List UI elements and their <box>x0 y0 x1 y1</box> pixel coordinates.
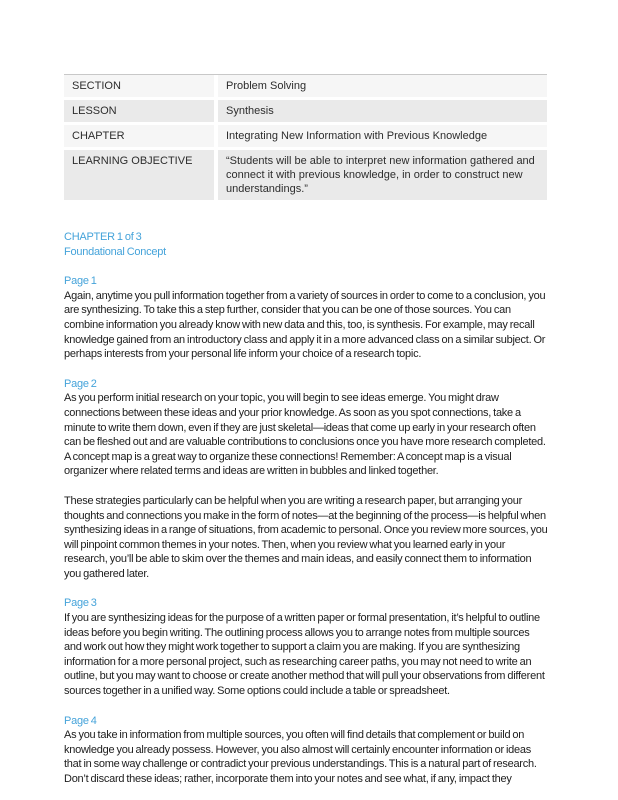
table-row <box>64 100 547 125</box>
page-heading: Page 3 <box>64 597 97 610</box>
chapter-heading-line2: Foundational Concept <box>64 245 166 258</box>
paragraph: These strategies particularly can be helpful when you are writing a research paper, but arranging your thoughts and connections you make in the form of notes—at the beginning of the process—is helpful when synthesizing ideas in a range of situations, from academic to personal. Once you review more sources, you will pinpoint common themes in your notes. Then, when you review what you learned early in your research, you’ll be able to skim over the themes and main ideas, and easily connect them to information you gathered later. <box>64 494 548 580</box>
table-row <box>64 125 547 150</box>
page-heading: Page 4 <box>64 714 97 727</box>
table-row-label: LESSON <box>64 100 218 125</box>
table-row-label: SECTION <box>64 75 218 100</box>
paragraph: As you take in information from multiple sources, you often will find details that complement or build on knowledge you already possess. However, you also almost will certainly encounter information or ideas that in some way challenge or contradict your previous understandings. This is a natural part of research. Don’t discard these ideas; rather, incorporate them into your notes and see what, if any, impact they <box>64 729 537 785</box>
section-page-1 <box>64 274 548 362</box>
chapter-heading <box>64 230 548 259</box>
table-row-value: Problem Solving <box>218 75 547 100</box>
section-page-3 <box>64 596 548 698</box>
table-row-value: “Students will be able to interpret new information gathered and connect it with previous knowledge, in order to construct new understandings.” <box>218 150 547 203</box>
lesson-info-table <box>64 74 547 203</box>
table-row-value: Integrating New Information with Previous Knowledge <box>218 125 547 150</box>
paragraph: If you are synthesizing ideas for the purpose of a written paper or formal presentation, it’s helpful to outline ideas before you begin writing. The outlining process allows you to arrange notes from multiple sources and work out how they might work together to support a claim you are making. If you are synthesizing information for a more personal project, such as researching career paths, you may not need to write an outline, but you may want to choose or create another method that will pull your observations from different sources together in a unified way. Some options could include a table or spreadsheet. <box>64 612 545 698</box>
table-row <box>64 75 547 100</box>
section-page-4 <box>64 714 548 787</box>
chapter-heading-line1: CHAPTER 1 of 3 <box>64 231 142 243</box>
paragraph: Again, anytime you pull information together from a variety of sources in order to come to a conclusion, you are synthesizing. To take this a step further, consider that you can be one of those sources. You can combine information you already know with new data and this, too, is synthesis. For example, may recall knowledge gained from an introductory class and apply it in a more advanced class on a similar subject. Or perhaps interests from your personal life inform your choice of a research topic. <box>64 289 546 361</box>
page-heading: Page 1 <box>64 275 97 288</box>
table-row <box>64 150 547 203</box>
section-page-2 <box>64 377 548 582</box>
table-row-label: CHAPTER <box>64 125 218 150</box>
paragraph: As you perform initial research on your topic, you will begin to see ideas emerge. You might draw connections between these ideas and your prior knowledge. As soon as you spot connections, take a minute to write them down, even if they are just skeletal—ideas that come up early in your research often can be fleshed out and are valuable contributions to conclusions once you have more research completed. A concept map is a great way to organize these connections! Remember: A concept map is a visual organizer where related terms and ideas are written in bubbles and linked together. <box>64 392 546 478</box>
table-row-label: LEARNING OBJECTIVE <box>64 150 218 203</box>
table-row-value: Synthesis <box>218 100 547 125</box>
page-heading: Page 2 <box>64 377 97 390</box>
